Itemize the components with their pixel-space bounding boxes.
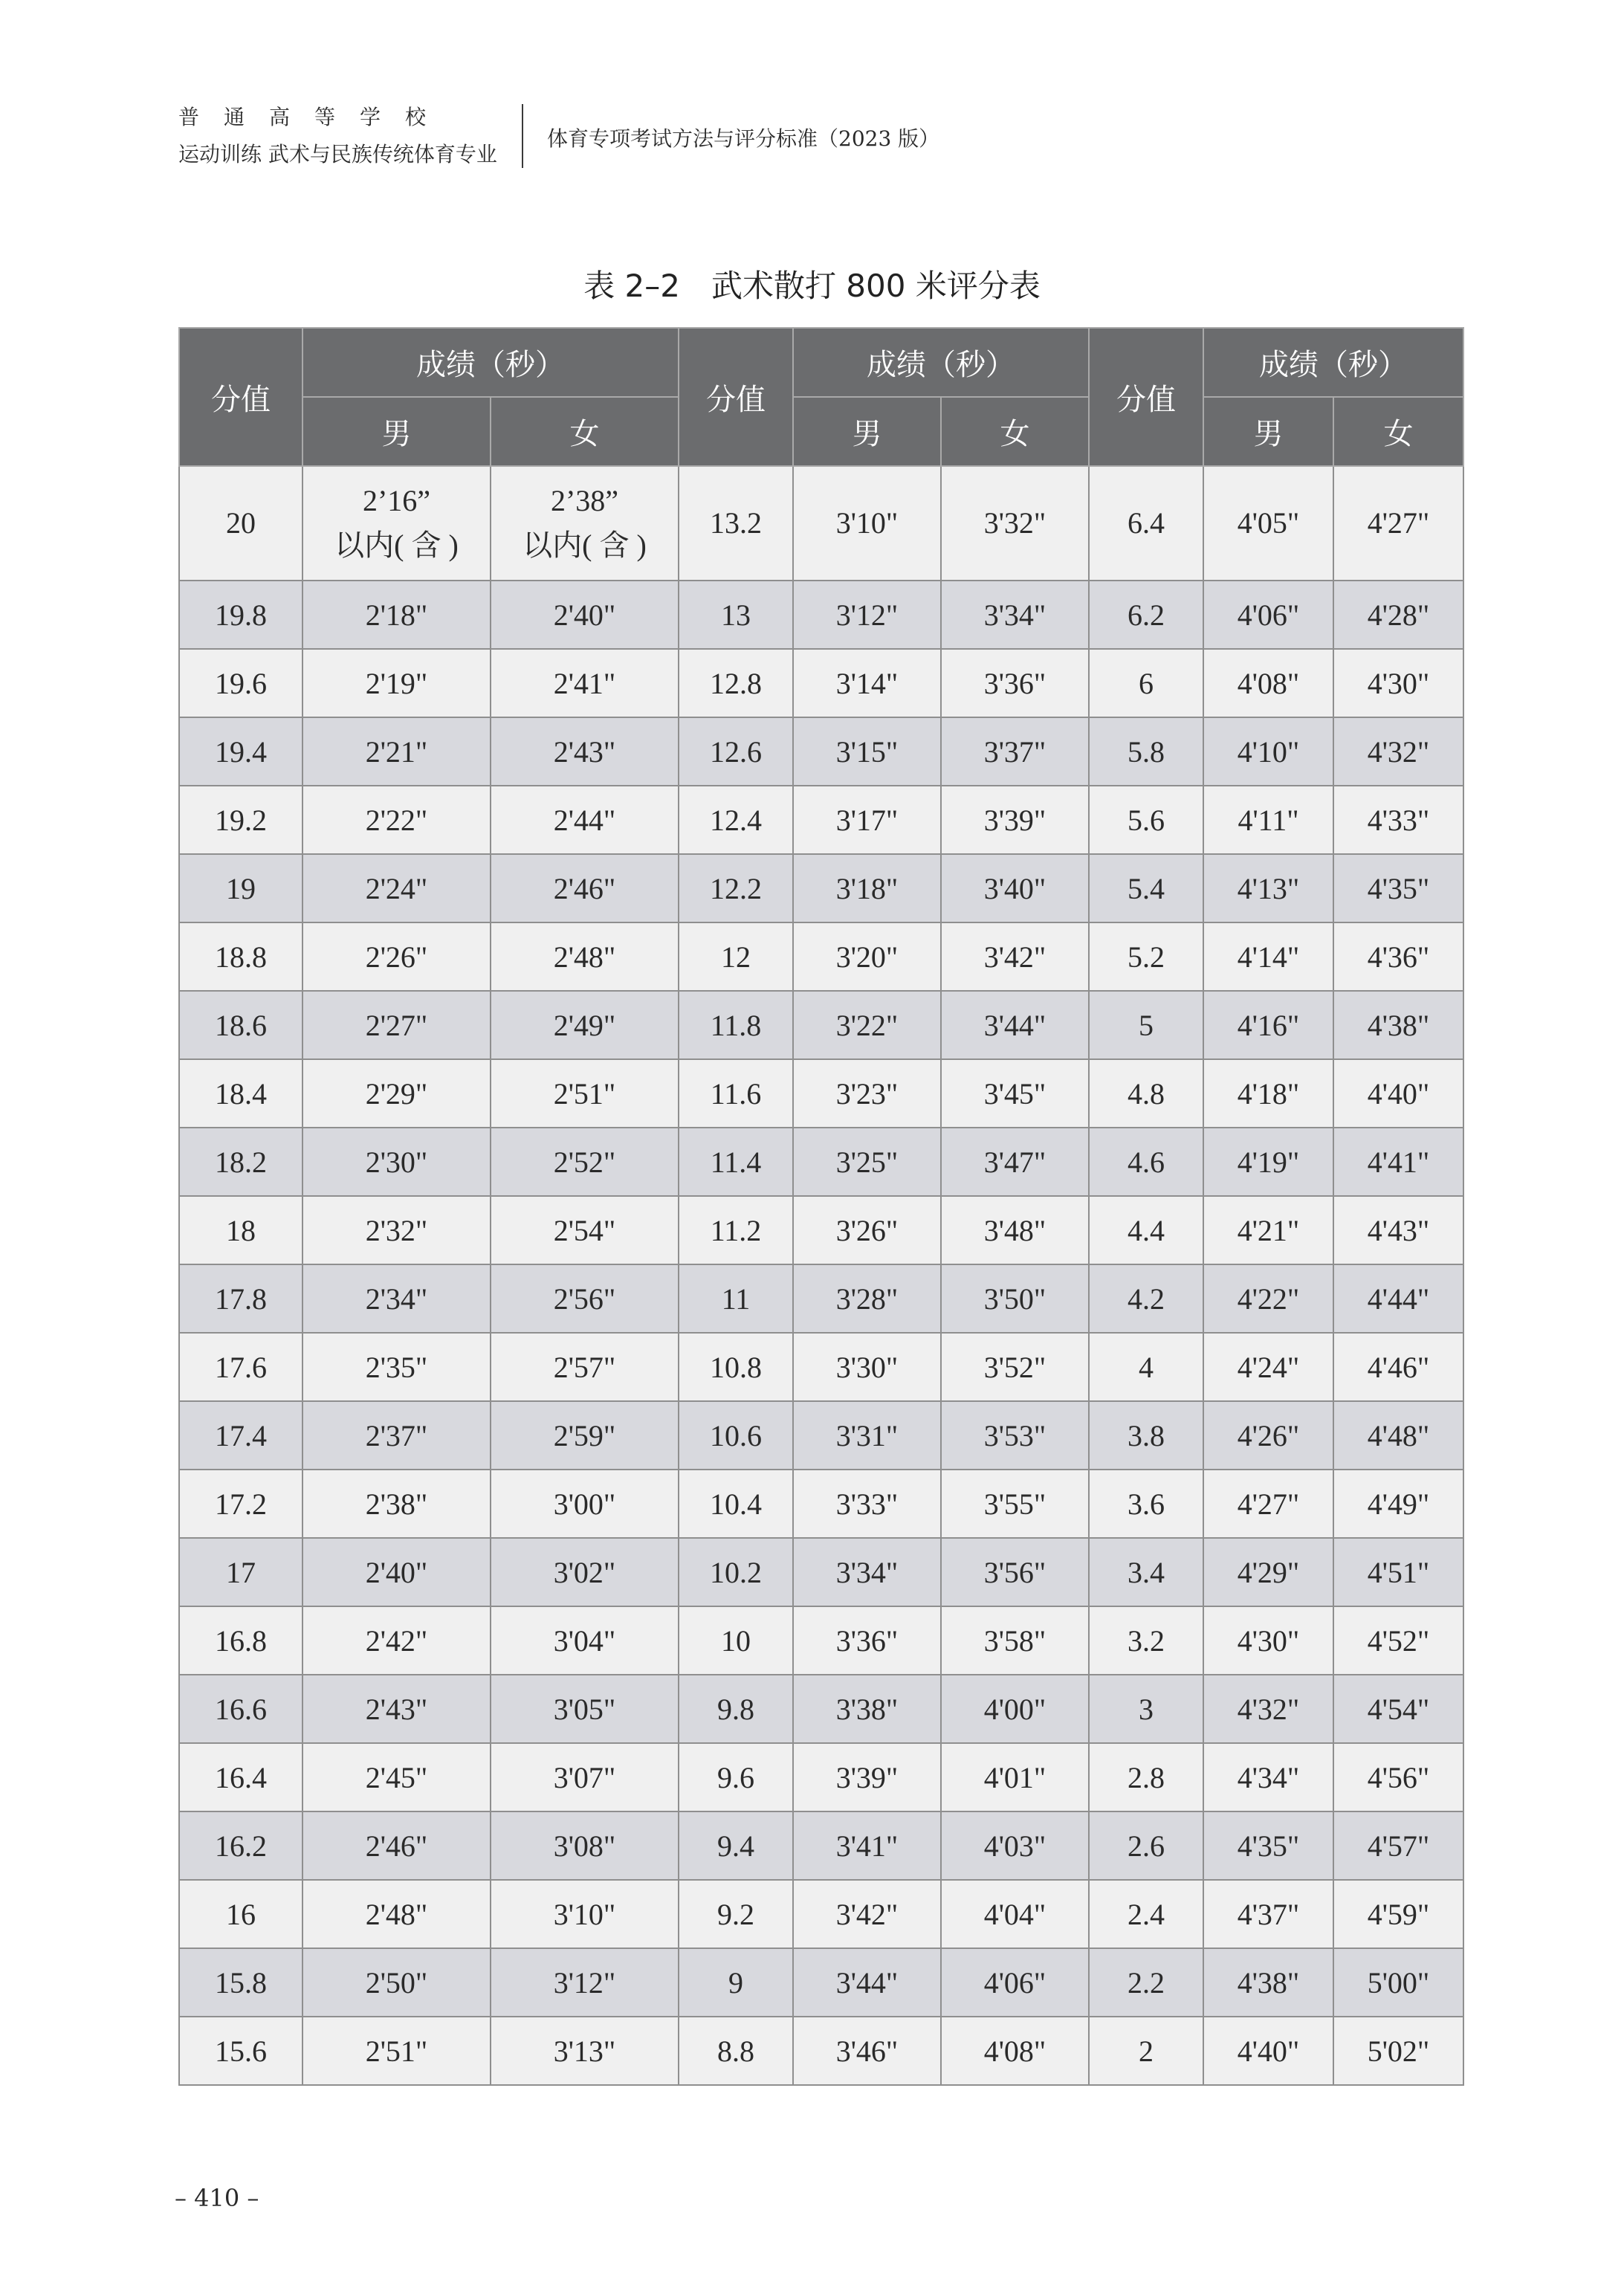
female-time-cell: 5'00" (1333, 1948, 1463, 2017)
female-time-cell: 3'52" (941, 1333, 1089, 1401)
table-title: 表 2–2 武术散打 800 米评分表 (583, 268, 1041, 304)
scoring-table (178, 327, 1464, 2086)
male-time-cell: 4'37" (1203, 1880, 1333, 1948)
table-row (179, 2017, 1463, 2085)
male-time-cell: 2'29" (303, 1059, 491, 1128)
score-cell: 9.8 (679, 1675, 793, 1743)
female-time-cell: 5'02" (1333, 2017, 1463, 2085)
score-cell: 16.6 (179, 1675, 303, 1743)
female-time-cell: 3'42" (941, 922, 1089, 991)
table-row (179, 1538, 1463, 1606)
header-score-3: 分值 (1089, 328, 1203, 466)
male-time-cell: 3'41" (793, 1811, 941, 1880)
male-time-cell: 2'35" (303, 1333, 491, 1401)
score-cell: 2.8 (1089, 1743, 1203, 1811)
male-time-cell: 2'19" (303, 649, 491, 717)
header-result-3: 成绩（秒） (1203, 328, 1463, 397)
female-time-cell: 2'57" (491, 1333, 679, 1401)
female-time-cell: 4'03" (941, 1811, 1089, 1880)
female-time-cell: 4'46" (1333, 1333, 1463, 1401)
male-time-cell: 2'26" (303, 922, 491, 991)
score-cell: 10.6 (679, 1401, 793, 1470)
score-cell: 9 (679, 1948, 793, 2017)
score-cell: 8.8 (679, 2017, 793, 2085)
header-result-2: 成绩（秒） (793, 328, 1089, 397)
female-time-cell: 3'04" (491, 1606, 679, 1675)
male-time-cell: 4'40" (1203, 2017, 1333, 2085)
score-cell: 11.6 (679, 1059, 793, 1128)
table-row (179, 1743, 1463, 1811)
table-row (179, 1470, 1463, 1538)
female-time-cell: 2'49" (491, 991, 679, 1059)
female-time-cell: 4'57" (1333, 1811, 1463, 1880)
male-time-cell: 3'33" (793, 1470, 941, 1538)
female-time-cell: 4'43" (1333, 1196, 1463, 1264)
page-number: – 410 – (175, 2184, 259, 2212)
header-major: 运动训练 武术与民族传统体育专业 (178, 142, 497, 167)
score-cell: 17.8 (179, 1264, 303, 1333)
score-cell: 11 (679, 1264, 793, 1333)
score-cell: 3.4 (1089, 1538, 1203, 1606)
female-time-cell: 4'27" (1333, 466, 1463, 581)
female-time-cell: 3'50" (941, 1264, 1089, 1333)
table-row (179, 1196, 1463, 1264)
table-row (179, 991, 1463, 1059)
table-row (179, 1880, 1463, 1948)
female-time-cell: 3'12" (491, 1948, 679, 2017)
female-time-cell: 2'41" (491, 649, 679, 717)
score-cell: 4.8 (1089, 1059, 1203, 1128)
female-time-cell: 4'06" (941, 1948, 1089, 2017)
score-cell: 3.8 (1089, 1401, 1203, 1470)
table-body (179, 466, 1463, 2085)
male-time-cell: 4'14" (1203, 922, 1333, 991)
score-cell: 11.2 (679, 1196, 793, 1264)
table-row (179, 1264, 1463, 1333)
table-row (179, 1675, 1463, 1743)
female-time-cell: 3'02" (491, 1538, 679, 1606)
male-time-cell: 3'31" (793, 1401, 941, 1470)
table-row (179, 922, 1463, 991)
table-header-row-1 (179, 328, 1463, 397)
male-time-cell: 2'32" (303, 1196, 491, 1264)
female-time-cell: 3'39" (941, 786, 1089, 854)
header-female-3: 女 (1333, 397, 1463, 466)
male-time-cell: 3'17" (793, 786, 941, 854)
score-cell: 11.8 (679, 991, 793, 1059)
male-time-cell: 2'46" (303, 1811, 491, 1880)
score-cell: 5.2 (1089, 922, 1203, 991)
male-time-cell: 3'18" (793, 854, 941, 922)
male-time-cell: 3'28" (793, 1264, 941, 1333)
male-time-cell: 2'48" (303, 1880, 491, 1948)
score-cell: 6 (1089, 649, 1203, 717)
female-time-cell: 3'56" (941, 1538, 1089, 1606)
score-cell: 4.4 (1089, 1196, 1203, 1264)
male-time-cell: 4'19" (1203, 1128, 1333, 1196)
male-time-cell: 2'37" (303, 1401, 491, 1470)
male-time-cell: 4'29" (1203, 1538, 1333, 1606)
female-time-cell: 2'52" (491, 1128, 679, 1196)
score-cell: 4.6 (1089, 1128, 1203, 1196)
score-cell: 18 (179, 1196, 303, 1264)
female-time-cell: 4'36" (1333, 922, 1463, 991)
score-cell: 20 (179, 466, 303, 581)
male-time-cell: 3'22" (793, 991, 941, 1059)
male-time-cell: 4'38" (1203, 1948, 1333, 2017)
table-row (179, 649, 1463, 717)
header-result-1: 成绩（秒） (303, 328, 679, 397)
score-cell: 5.4 (1089, 854, 1203, 922)
male-time-cell: 2'50" (303, 1948, 491, 2017)
score-cell: 19 (179, 854, 303, 922)
female-time-cell: 2’38” 以内( 含 ) (491, 466, 679, 581)
female-time-cell: 2'43" (491, 717, 679, 786)
score-cell: 2.4 (1089, 1880, 1203, 1948)
female-time-cell: 2'51" (491, 1059, 679, 1128)
male-time-cell: 4'30" (1203, 1606, 1333, 1675)
score-cell: 18.6 (179, 991, 303, 1059)
male-time-cell: 2'40" (303, 1538, 491, 1606)
score-cell: 12 (679, 922, 793, 991)
male-time-cell: 2'21" (303, 717, 491, 786)
header-score-1: 分值 (179, 328, 303, 466)
score-cell: 12.8 (679, 649, 793, 717)
score-cell: 3 (1089, 1675, 1203, 1743)
score-cell: 18.8 (179, 922, 303, 991)
score-cell: 10.8 (679, 1333, 793, 1401)
header-male-2: 男 (793, 397, 941, 466)
female-time-cell: 4'52" (1333, 1606, 1463, 1675)
female-time-cell: 2'48" (491, 922, 679, 991)
header-school-type: 普通高等学校 (178, 105, 451, 129)
male-time-cell: 3'10" (793, 466, 941, 581)
female-time-cell: 2'46" (491, 854, 679, 922)
score-cell: 16.2 (179, 1811, 303, 1880)
female-time-cell: 4'51" (1333, 1538, 1463, 1606)
score-cell: 5.8 (1089, 717, 1203, 786)
female-time-cell: 3'10" (491, 1880, 679, 1948)
score-cell: 17.6 (179, 1333, 303, 1401)
header-book-title: 体育专项考试方法与评分标准（2023 版） (547, 126, 940, 151)
female-time-cell: 3'13" (491, 2017, 679, 2085)
score-cell: 19.8 (179, 581, 303, 649)
score-cell: 15.6 (179, 2017, 303, 2085)
score-cell: 5 (1089, 991, 1203, 1059)
female-time-cell: 3'08" (491, 1811, 679, 1880)
male-time-cell: 4'13" (1203, 854, 1333, 922)
score-cell: 12.2 (679, 854, 793, 922)
female-time-cell: 4'56" (1333, 1743, 1463, 1811)
score-cell: 19.6 (179, 649, 303, 717)
male-time-cell: 4'32" (1203, 1675, 1333, 1743)
score-cell: 13.2 (679, 466, 793, 581)
female-time-cell: 2'40" (491, 581, 679, 649)
score-cell: 17.2 (179, 1470, 303, 1538)
male-time-cell: 2'42" (303, 1606, 491, 1675)
female-time-cell: 2'59" (491, 1401, 679, 1470)
male-time-cell: 3'44" (793, 1948, 941, 2017)
score-cell: 18.2 (179, 1128, 303, 1196)
male-time-cell: 2'18" (303, 581, 491, 649)
male-time-cell: 3'23" (793, 1059, 941, 1128)
score-cell: 16 (179, 1880, 303, 1948)
female-time-cell: 3'44" (941, 991, 1089, 1059)
male-time-cell: 4'05" (1203, 466, 1333, 581)
female-time-cell: 3'45" (941, 1059, 1089, 1128)
male-time-cell: 3'36" (793, 1606, 941, 1675)
score-cell: 10.2 (679, 1538, 793, 1606)
score-cell: 6.4 (1089, 466, 1203, 581)
male-time-cell: 4'27" (1203, 1470, 1333, 1538)
score-cell: 10.4 (679, 1470, 793, 1538)
score-cell: 13 (679, 581, 793, 649)
male-time-cell: 2'27" (303, 991, 491, 1059)
score-cell: 18.4 (179, 1059, 303, 1128)
female-time-cell: 3'47" (941, 1128, 1089, 1196)
female-time-cell: 4'59" (1333, 1880, 1463, 1948)
male-time-cell: 3'30" (793, 1333, 941, 1401)
table-row (179, 1606, 1463, 1675)
male-time-cell: 3'39" (793, 1743, 941, 1811)
male-time-cell: 4'11" (1203, 786, 1333, 854)
female-time-cell: 3'40" (941, 854, 1089, 922)
table-row (179, 854, 1463, 922)
score-cell: 4.2 (1089, 1264, 1203, 1333)
table-row (179, 1059, 1463, 1128)
female-time-cell: 3'55" (941, 1470, 1089, 1538)
female-time-cell: 3'53" (941, 1401, 1089, 1470)
male-time-cell: 3'26" (793, 1196, 941, 1264)
male-time-cell: 3'25" (793, 1128, 941, 1196)
male-time-cell: 2'30" (303, 1128, 491, 1196)
male-time-cell: 4'18" (1203, 1059, 1333, 1128)
male-time-cell: 2'34" (303, 1264, 491, 1333)
female-time-cell: 3'48" (941, 1196, 1089, 1264)
table-row (179, 786, 1463, 854)
score-cell: 12.4 (679, 786, 793, 854)
male-time-cell: 2'45" (303, 1743, 491, 1811)
male-time-cell: 4'08" (1203, 649, 1333, 717)
score-cell: 19.2 (179, 786, 303, 854)
score-cell: 3.2 (1089, 1606, 1203, 1675)
score-cell: 2.6 (1089, 1811, 1203, 1880)
female-time-cell: 3'34" (941, 581, 1089, 649)
female-time-cell: 2'54" (491, 1196, 679, 1264)
male-time-cell: 2'38" (303, 1470, 491, 1538)
male-time-cell: 4'22" (1203, 1264, 1333, 1333)
male-time-cell: 2'22" (303, 786, 491, 854)
male-time-cell: 4'06" (1203, 581, 1333, 649)
table-row (179, 1333, 1463, 1401)
male-time-cell: 4'24" (1203, 1333, 1333, 1401)
female-time-cell: 4'08" (941, 2017, 1089, 2085)
header-female-1: 女 (491, 397, 679, 466)
table-row (179, 466, 1463, 581)
female-time-cell: 4'04" (941, 1880, 1089, 1948)
male-time-cell: 3'15" (793, 717, 941, 786)
female-time-cell: 4'01" (941, 1743, 1089, 1811)
score-cell: 2.2 (1089, 1948, 1203, 2017)
table-row (179, 717, 1463, 786)
score-cell: 2 (1089, 2017, 1203, 2085)
male-time-cell: 4'10" (1203, 717, 1333, 786)
female-time-cell: 4'49" (1333, 1470, 1463, 1538)
female-time-cell: 3'07" (491, 1743, 679, 1811)
male-time-cell: 3'42" (793, 1880, 941, 1948)
table-row (179, 1948, 1463, 2017)
female-time-cell: 4'48" (1333, 1401, 1463, 1470)
score-cell: 11.4 (679, 1128, 793, 1196)
female-time-cell: 4'32" (1333, 717, 1463, 786)
male-time-cell: 4'34" (1203, 1743, 1333, 1811)
female-time-cell: 3'37" (941, 717, 1089, 786)
male-time-cell: 3'14" (793, 649, 941, 717)
header-left (178, 104, 498, 168)
male-time-cell: 3'34" (793, 1538, 941, 1606)
female-time-cell: 3'00" (491, 1470, 679, 1538)
score-cell: 5.6 (1089, 786, 1203, 854)
table-row (179, 581, 1463, 649)
male-time-cell: 2'43" (303, 1675, 491, 1743)
header-score-2: 分值 (679, 328, 793, 466)
score-cell: 9.4 (679, 1811, 793, 1880)
female-time-cell: 2'44" (491, 786, 679, 854)
score-cell: 9.2 (679, 1880, 793, 1948)
table-row (179, 1128, 1463, 1196)
score-cell: 15.8 (179, 1948, 303, 2017)
score-cell: 16.4 (179, 1743, 303, 1811)
male-time-cell: 2'51" (303, 2017, 491, 2085)
score-cell: 9.6 (679, 1743, 793, 1811)
score-cell: 12.6 (679, 717, 793, 786)
score-cell: 10 (679, 1606, 793, 1675)
female-time-cell: 3'36" (941, 649, 1089, 717)
table-row (179, 1811, 1463, 1880)
female-time-cell: 4'41" (1333, 1128, 1463, 1196)
male-time-cell: 3'20" (793, 922, 941, 991)
male-time-cell: 4'35" (1203, 1811, 1333, 1880)
female-time-cell: 4'38" (1333, 991, 1463, 1059)
male-time-cell: 3'38" (793, 1675, 941, 1743)
female-time-cell: 4'40" (1333, 1059, 1463, 1128)
female-time-cell: 3'05" (491, 1675, 679, 1743)
header-male-1: 男 (303, 397, 491, 466)
male-time-cell: 3'12" (793, 581, 941, 649)
score-cell: 17 (179, 1538, 303, 1606)
header-female-2: 女 (941, 397, 1089, 466)
female-time-cell: 4'35" (1333, 854, 1463, 922)
male-time-cell: 3'46" (793, 2017, 941, 2085)
female-time-cell: 4'33" (1333, 786, 1463, 854)
table-header-row-2 (179, 397, 1463, 466)
score-cell: 3.6 (1089, 1470, 1203, 1538)
female-time-cell: 4'30" (1333, 649, 1463, 717)
score-cell: 19.4 (179, 717, 303, 786)
score-cell: 6.2 (1089, 581, 1203, 649)
male-time-cell: 2'24" (303, 854, 491, 922)
header-divider (522, 104, 523, 168)
male-time-cell: 2’16” 以内( 含 ) (303, 466, 491, 581)
male-time-cell: 4'16" (1203, 991, 1333, 1059)
female-time-cell: 3'58" (941, 1606, 1089, 1675)
header-male-3: 男 (1203, 397, 1333, 466)
female-time-cell: 4'28" (1333, 581, 1463, 649)
male-time-cell: 4'26" (1203, 1401, 1333, 1470)
female-time-cell: 4'00" (941, 1675, 1089, 1743)
female-time-cell: 3'32" (941, 466, 1089, 581)
score-cell: 17.4 (179, 1401, 303, 1470)
score-cell: 16.8 (179, 1606, 303, 1675)
female-time-cell: 4'54" (1333, 1675, 1463, 1743)
male-time-cell: 4'21" (1203, 1196, 1333, 1264)
table-row (179, 1401, 1463, 1470)
female-time-cell: 4'44" (1333, 1264, 1463, 1333)
score-cell: 4 (1089, 1333, 1203, 1401)
female-time-cell: 2'56" (491, 1264, 679, 1333)
